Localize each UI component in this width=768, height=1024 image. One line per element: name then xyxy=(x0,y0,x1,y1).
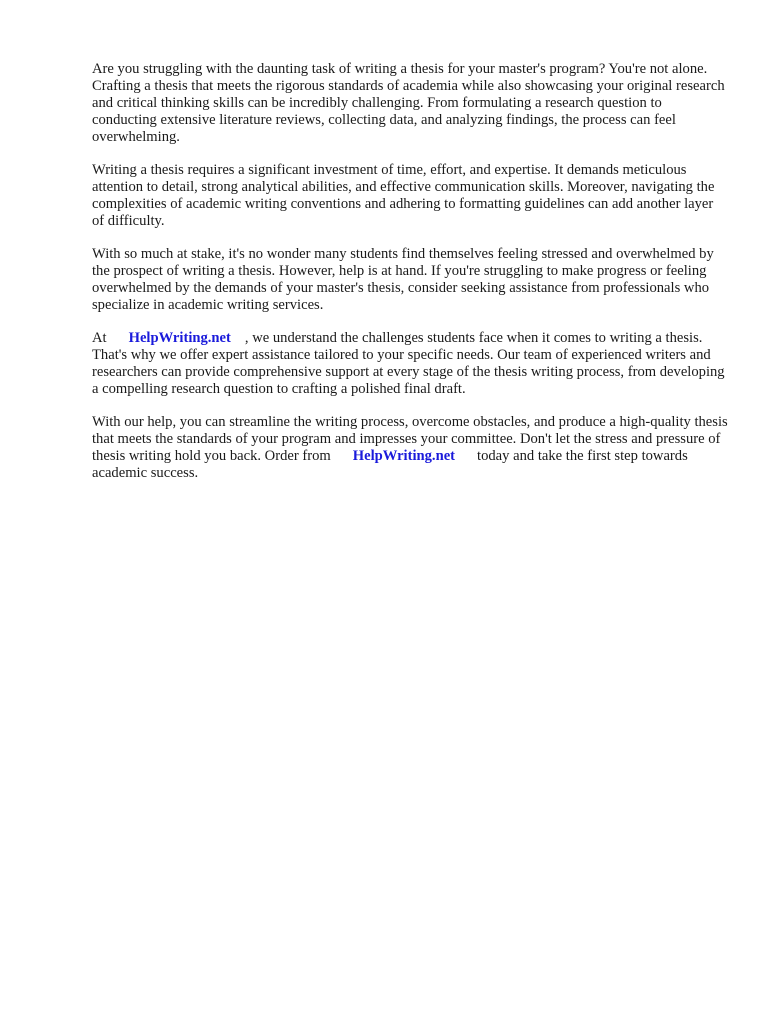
paragraph-stakes: With so much at stake, it's no wonder many students find themselves feeling stressed and overwhelmed by the prospect of writing a thesis. However, help is at hand. If you're struggling to make progress or feeling overwhelmed by the demands of your master's thesis, consider seeking assistance from professionals who specialize in academic writing services. xyxy=(92,246,714,313)
paragraph-cta-lead-text: With our help, you can streamline the writing process, overcome obstacles, and produce a high-quality thesis that meets the standards of your program and impresses your committee. Don't let the stress and pressure of thesis writing hold you back. Order from xyxy=(92,414,728,464)
paragraph-intro: Are you struggling with the daunting task of writing a thesis for your master's program? You're not alone. Crafting a thesis that meets the rigorous standards of academia while also showcasing your original research and critical thinking skills can be incredibly challenging. From formulating a research question to conducting extensive literature reviews, collecting data, and analyzing findings, the process can feel overwhelming. xyxy=(92,61,725,145)
paragraph-cta-tail-text: today and take the first step towards academic success. xyxy=(92,448,688,481)
helpwriting-link[interactable]: HelpWriting.net xyxy=(128,330,231,346)
paragraph-requirements: Writing a thesis requires a significant investment of time, effort, and expertise. It demands meticulous attention to detail, strong analytical abilities, and effective communication skills. Moreover, navigating the complexities of academic writing conventions and adhering to formatting guidelines can add another layer of difficulty. xyxy=(92,162,715,229)
paragraph-service-body-text: , we understand the challenges students face when it comes to writing a thesis. That's why we offer expert assistance tailored to your specific needs. Our team of experienced writers and researchers can provide comprehensive support at every stage of the thesis writing process, from developing a compelling research question to crafting a polished final draft. xyxy=(92,330,725,397)
helpwriting-order-link[interactable]: HelpWriting.net xyxy=(352,448,456,464)
document-body xyxy=(92,61,728,498)
paragraph-service xyxy=(92,330,728,398)
paragraph-call-to-action xyxy=(92,414,728,482)
paragraph-service-lead-text: At xyxy=(92,330,107,346)
